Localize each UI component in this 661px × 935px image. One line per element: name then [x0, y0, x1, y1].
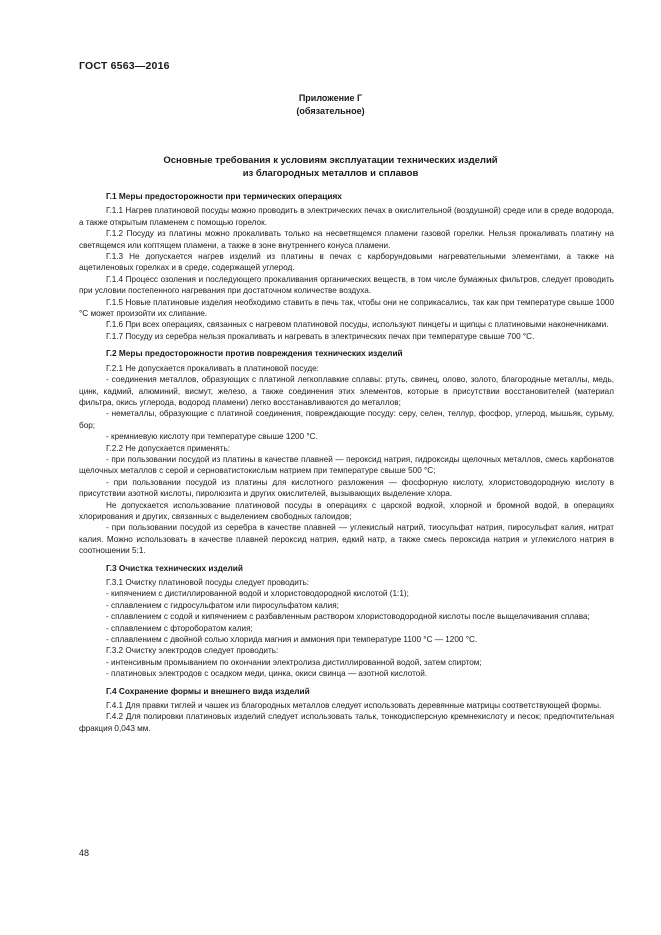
- paragraph: Г.1.4 Процесс озоления и последующего прокаливания органических веществ, в том числе бумажных фильтров, следует проводить при условии постепенного нагревания при достаточном количестве воздуха.: [79, 274, 614, 296]
- paragraph: - сплавлением с двойной солью хлорида магния и аммония при температуре 1100 °С — 1200 °С.: [106, 635, 478, 645]
- paragraph: Г.1.6 При всех операциях, связанных с нагревом платиновой посуды, используют пинцеты и щипцы с платиновыми наконечниками.: [106, 320, 609, 330]
- paragraph: Г.1.5 Новые платиновые изделия необходимо ставить в печь так, чтобы они не соприкасались, так как при температуре свыше 1000 °С может произойти их слипание.: [79, 297, 614, 319]
- paragraph: Г.3.1 Очистку платиновой посуды следует проводить:: [106, 578, 310, 587]
- paragraph: Г.2.2 Не допускается применять:: [106, 443, 231, 453]
- page-title-line-2: из благородных металлов и сплавов: [242, 168, 419, 179]
- paragraph: - неметаллы, образующие с платиной соединения, повреждающие посуду: серу, селен, теллур, фосфор, углерод, мышьяк, сурьму, бор;: [79, 409, 614, 430]
- paragraph: - интенсивным промыванием по окончании электролиза дистиллированной водой, затем спиртом;: [106, 657, 482, 667]
- page-number: 48: [79, 848, 90, 858]
- paragraph: Г.1.2 Посуду из платины можно прокаливать только на несветящемся пламени газовой горелки. Нельзя прокаливать платину на светящемся или коптящем пламени, а также в зоне внутреннего конуса пламени.: [79, 229, 614, 250]
- paragraph: Г.1.1 Нагрев платиновой посуды можно проводить в электрических печах в окислительной (воздушной) среде или в среде водорода, а также открытым пламенем с помощью горелок.: [79, 206, 614, 227]
- paragraph: Г.1.3 Не допускается нагрев изделий из платины в печах с карборундовыми нагревательными элементами, а также на ацетиленовых горелках и в среде, содержащей углерод.: [79, 252, 614, 273]
- paragraph: - кремниевую кислоту при температуре свыше 1200 °С.: [106, 432, 318, 442]
- paragraph: Г.2.1 Не допускается прокаливать в платиновой посуде:: [106, 363, 319, 373]
- paragraph: - при пользовании посудой из платины для кислотного разложения — фосфорную кислоту, хлористоводородную кислоту в присутствии азотной кислоты, пиролюзита и других окислителей, вызывающих выделение хлора.: [79, 477, 614, 499]
- paragraph: Г.1.7 Посуду из серебра нельзя прокаливать и нагревать в электрических печах при температуре свыше 700 °С.: [106, 331, 535, 341]
- document-body: [79, 191, 614, 734]
- page-title-line-1: Основные требования к условиям эксплуатации технических изделий: [163, 155, 498, 166]
- paragraph: - соединения металлов, образующих с платиной легкоплавкие сплавы: ртуть, свинец, олово, золото, благородные металлы, медь, цинк, кадмий, алюминий, висмут, железо, а также соединения этих элементов, которые в присутствии восстановителей (материал фильтра, окись углерода, водород пламени) легко восстанавливаются до металлов;: [79, 375, 614, 407]
- paragraph: - при пользовании посудой из платины в качестве плавней — пероксид натрия, гидроксиды щелочных металлов, смесь карбонатов щелочных металлов с серой и серноватистокислым натрием при температуре свыше 500 °С;: [79, 454, 614, 476]
- section-heading: Г.1 Меры предосторожности при термических операциях: [106, 191, 342, 201]
- paragraph: - сплавлением с фтороборатом калия;: [106, 623, 253, 633]
- paragraph: Г.3.2 Очистку электродов следует проводить:: [106, 646, 279, 656]
- document-code: ГОСТ 6563—2016: [79, 60, 170, 72]
- section-heading: Г.2 Меры предосторожности против повреждения технических изделий: [106, 348, 403, 359]
- paragraph: - при пользовании посудой из серебра в качестве плавней — углекислый натрий, тиосульфат натрия, пиросульфат калия, нитрат калия. Можно использовать в качестве плавней пероксид натрия, едкий натр, а также смесь пероксида натрия и углекислого натрия в соотношении 5:1.: [79, 523, 614, 556]
- paragraph: - сплавлением с гидросульфатом или пиросульфатом калия;: [106, 600, 339, 610]
- appendix-status: (обязательное): [296, 106, 365, 116]
- paragraph: Г.4.2 Для полировки платиновых изделий следует использовать тальк, тонкодисперсную кремнекислоту и песок; предпочтительная фракция 0,043 мм.: [79, 712, 614, 733]
- paragraph: - кипячением с дистиллированной водой и хлористоводородной кислотой (1:1);: [106, 589, 409, 599]
- paragraph: Не допускается использование платиновой посуды в операциях с царской водкой, хлорной и бромной водой, в операциях хлорирования и других, связанных с выделением свободных галоидов;: [79, 500, 614, 521]
- paragraph: - платиновых электродов с осадком меди, цинка, окиси свинца — азотной кислотой.: [106, 669, 428, 679]
- paragraph: Г.4.1 Для правки тиглей и чашек из благородных металлов следует использовать деревянные матрицы соответствующей формы.: [106, 701, 602, 711]
- appendix-title: Приложение Г: [298, 93, 363, 103]
- paragraph: - сплавлением с содой и кипячением с разбавленным раствором хлористоводородной кислоты после выщелачивания сплава;: [106, 612, 590, 622]
- section-heading: Г.3 Очистка технических изделий: [106, 562, 243, 573]
- section-heading: Г.4 Сохранение формы и внешнего вида изделий: [106, 685, 310, 696]
